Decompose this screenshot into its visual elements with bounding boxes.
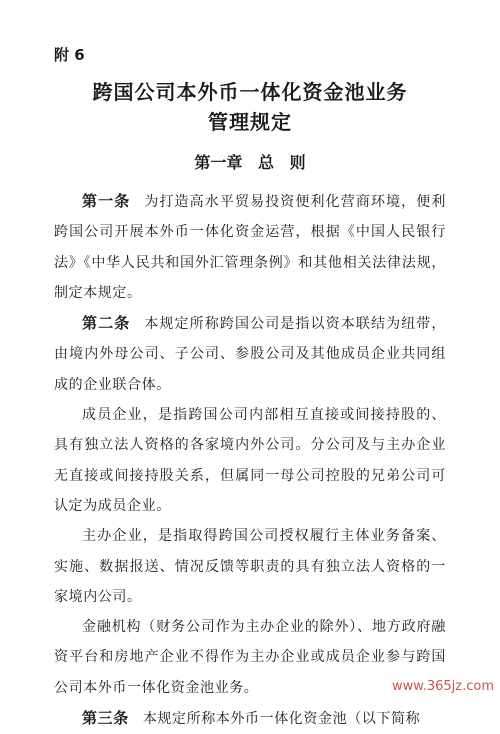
article-number: 第三条 — [82, 709, 129, 728]
paragraph-exclusions — [54, 612, 446, 703]
paragraph-article-2 — [54, 308, 446, 400]
document-title-line2: 管理规定 — [208, 110, 292, 134]
paragraph-text: 成员企业，是指跨国公司内部相互直接或间接持股的、具有独立法人资格的各家境内外公司。分公司及与主办企业无直接或间接持股关系，但属同一母公司控股的兄弟公司可认定为成员企业。 — [54, 407, 446, 514]
paragraph-text: 本规定所称跨国公司是指以资本联结为纽带，由境内外母公司、子公司、参股公司及其他成员企业共同组成的企业联合体。 — [54, 316, 446, 393]
paragraph-text: 金融机构（财务公司作为主办企业的除外）、地方政府融资平台和房地产企业不得作为主办企业或成员企业参与跨国公司本外币一体化资金池业务。 — [54, 619, 446, 696]
document-title-line1: 跨国公司本外币一体化资金池业务 — [92, 80, 408, 104]
annex-label: 附 6 — [54, 46, 85, 64]
paragraph-text: 本规定所称本外币一体化资金池（以下简称 — [142, 711, 421, 728]
paragraph-host-enterprise — [54, 521, 446, 612]
paragraph-text: 主办企业，是指取得跨国公司授权履行主体业务备案、实施、数据报送、情况反馈等职责的具有独立法人资格的一家境内公司。 — [54, 528, 446, 605]
document-body — [54, 186, 446, 734]
paragraph-member-enterprise — [54, 400, 446, 521]
paragraph-text: 为打造高水平贸易投资便利化营商环境，便利跨国公司开展本外币一体化资金运营，根据《中国人民银行法》《中华人民共和国外汇管理条例》和其他相关法律法规，制定本规定。 — [54, 194, 446, 301]
paragraph-article-1 — [54, 186, 446, 308]
article-number: 第一条 — [82, 192, 131, 210]
watermark-link[interactable]: www.365jz.com — [392, 679, 494, 694]
article-number: 第二条 — [82, 314, 131, 333]
chapter-name: 总 则 — [258, 153, 306, 172]
chapter-heading — [40, 150, 460, 173]
paragraph-article-3 — [54, 703, 446, 734]
chapter-number: 第一章 — [194, 153, 243, 172]
